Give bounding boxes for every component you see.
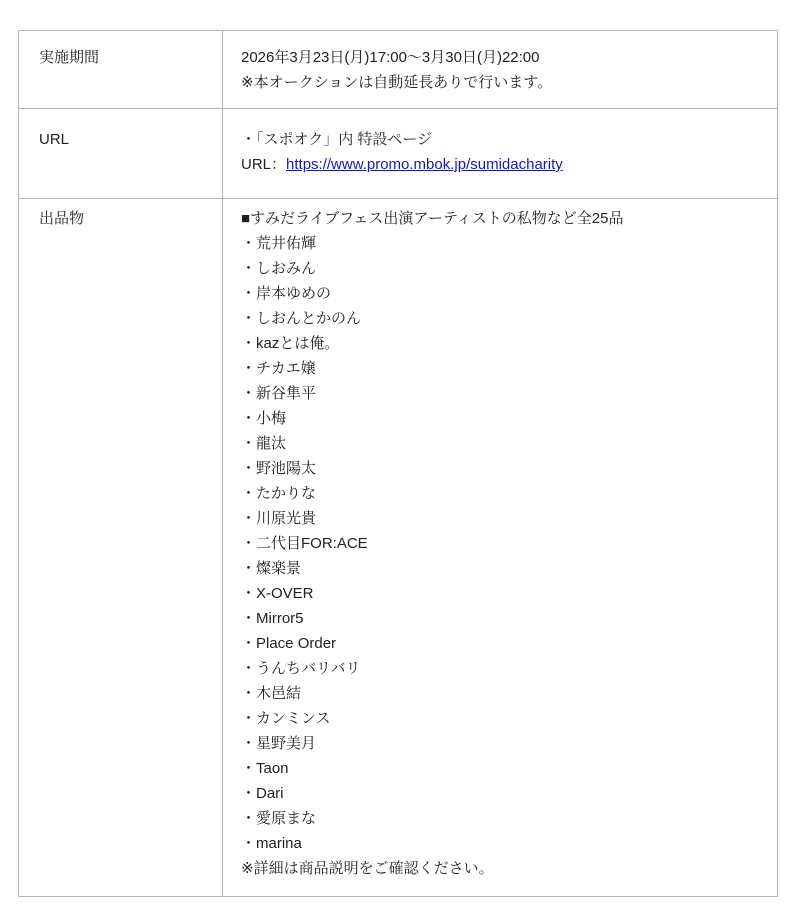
artist-list-item: ・荒井佑輝 — [241, 235, 317, 252]
artist-list-item: ・うんちバリバリ — [241, 660, 361, 677]
artist-list-item: ・野池陽太 — [241, 460, 317, 477]
url-prefix: URL： — [241, 156, 287, 173]
artist-list-item: ・Mirror5 — [241, 610, 304, 627]
artist-list-item: ・木邑結 — [241, 685, 302, 702]
special-page-text: ・「スポオク」内 特設ページ — [241, 131, 433, 148]
auction-info-table — [18, 30, 778, 897]
row-label-period: 実施期間 — [19, 31, 223, 109]
artist-list-item: ・チカエ嬢 — [241, 360, 316, 377]
table-row-url — [19, 109, 778, 199]
period-note: ※本オークションは自動延長ありで行います。 — [241, 74, 553, 91]
artist-list-item: ・燦楽景 — [241, 560, 302, 577]
items-value-cell — [223, 199, 778, 897]
row-label-url: URL — [19, 109, 223, 199]
artist-list-item: ・二代目FOR:ACE — [241, 535, 368, 552]
artist-list-item: ・Taon — [241, 760, 289, 777]
artist-list-item: ・X-OVER — [241, 585, 314, 602]
row-label-items: 出品物 — [19, 199, 223, 897]
artist-list-item: ・marina — [241, 835, 302, 852]
artist-list-item: ・カンミンス — [241, 710, 331, 727]
artist-list-item: ・しおんとかのん — [241, 310, 362, 327]
table-row-items — [19, 199, 778, 897]
period-text: 2026年3月23日(月)17:00〜3月30日(月)22:00 — [241, 49, 540, 66]
artist-list-item: ・岸本ゆめの — [241, 285, 332, 302]
items-note: ※詳細は商品説明をご確認ください。 — [241, 860, 494, 877]
artist-list-item: ・Place Order — [241, 635, 337, 652]
table-row-period — [19, 31, 778, 109]
artist-list-item: ・しおみん — [241, 260, 317, 277]
artist-list — [241, 231, 759, 856]
items-heading: ■すみだライブフェス出演アーティストの私物など全25品 — [241, 210, 624, 227]
url-line — [241, 152, 759, 177]
period-value-cell — [223, 31, 778, 109]
artist-list-item: ・川原光貴 — [241, 510, 317, 527]
artist-list-item: ・kazとは俺。 — [241, 335, 340, 352]
special-page-link[interactable]: https://www.promo.mbok.jp/sumidacharity — [286, 156, 563, 173]
artist-list-item: ・小梅 — [241, 410, 287, 427]
artist-list-item: ・新谷隼平 — [241, 385, 317, 402]
artist-list-item: ・Dari — [241, 785, 284, 802]
artist-list-item: ・愛原まな — [241, 810, 317, 827]
artist-list-item: ・星野美月 — [241, 735, 317, 752]
artist-list-item: ・龍汰 — [241, 435, 287, 452]
url-value-cell — [223, 109, 778, 199]
artist-list-item: ・たかりな — [241, 485, 317, 502]
